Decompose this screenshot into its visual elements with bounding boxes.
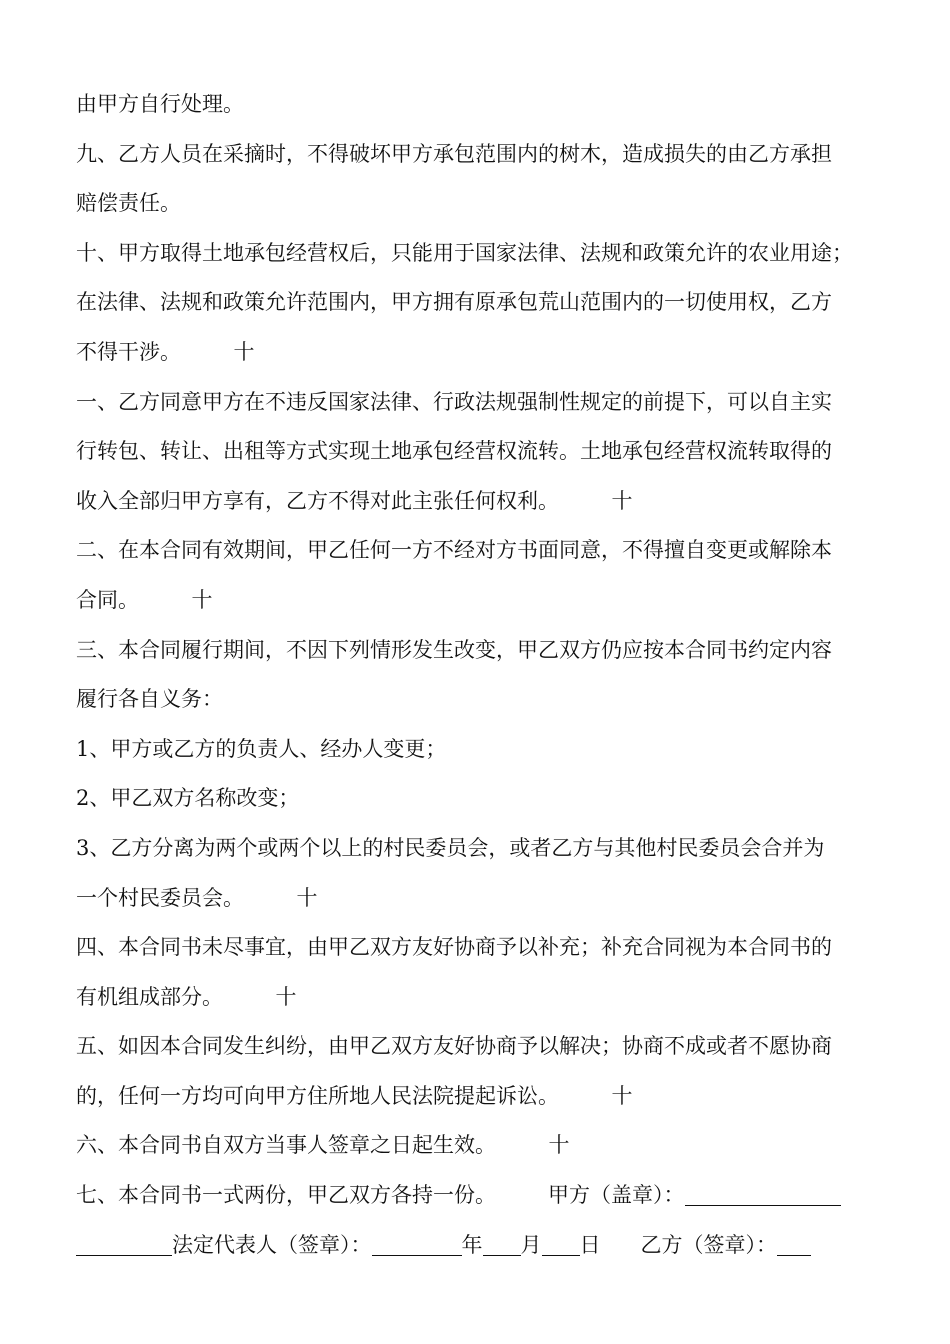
text-line: 三、本合同履行期间，不因下列情形发生改变，甲乙双方仍应按本合同书约定内容: [76, 637, 832, 662]
text-line: 四、本合同书未尽事宜，由甲乙双方友好协商予以补充；补充合同视为本合同书的: [76, 935, 832, 960]
party-b-label: 乙方（签章）：: [640, 1232, 777, 1257]
signature-line-1: [76, 1171, 886, 1221]
text-line: 不得干涉。 十: [76, 339, 255, 364]
text-line: 五、如因本合同发生纠纷，由甲乙双方友好协商予以解决；协商不成或者不愿协商: [76, 1034, 832, 1059]
text-line: 二、在本合同有效期间，甲乙任何一方不经对方书面同意，不得擅自变更或解除本: [76, 538, 832, 563]
text-line: 3、乙方分离为两个或两个以上的村民委员会，或者乙方与其他村民委员会合并为: [76, 835, 825, 860]
text-line: 行转包、转让、出租等方式实现土地承包经营权流转。土地承包经营权流转取得的: [76, 439, 832, 464]
text-line: 一个村民委员会。 十: [76, 885, 318, 910]
copies-clause: 七、本合同书一式两份，甲乙双方各持一份。: [76, 1183, 496, 1208]
party-a-seal-blank-continued[interactable]: [76, 1229, 172, 1256]
text-line: 六、本合同书自双方当事人签章之日起生效。 十: [76, 1133, 570, 1158]
year-label: 年: [461, 1232, 483, 1257]
party-a-seal-blank[interactable]: [685, 1179, 841, 1206]
text-line: 十、甲方取得土地承包经营权后，只能用于国家法律、法规和政策允许的农业用途；: [76, 240, 853, 265]
text-line: 有机组成部分。 十: [76, 984, 297, 1009]
legal-rep-label: 法定代表人（签章）：: [172, 1232, 372, 1257]
day-blank[interactable]: [542, 1229, 580, 1256]
text-line: 九、乙方人员在采摘时，不得破坏甲方承包范围内的树木，造成损失的由乙方承担: [76, 141, 832, 166]
day-label: 日: [579, 1232, 601, 1257]
party-a-label: 甲方（盖章）：: [548, 1183, 685, 1208]
text-line: 履行各自义务：: [76, 687, 223, 712]
text-line: 由甲方自行处理。: [76, 92, 244, 116]
legal-rep-signature-blank[interactable]: [372, 1229, 462, 1256]
text-line: 1、甲方或乙方的负责人、经办人变更；: [76, 736, 447, 761]
text-line: 合同。 十: [76, 587, 213, 612]
text-line: 2、甲乙双方名称改变；: [76, 786, 300, 811]
party-b-signature-blank[interactable]: [777, 1229, 811, 1256]
month-label: 月: [520, 1232, 542, 1257]
text-line: 收入全部归甲方享有，乙方不得对此主张任何权利。 十: [76, 488, 633, 513]
text-line: 的，任何一方均可向甲方住所地人民法院提起诉讼。 十: [76, 1083, 633, 1108]
text-line: 在法律、法规和政策允许范围内，甲方拥有原承包荒山范围内的一切使用权，乙方: [76, 290, 832, 315]
text-line: 赔偿责任。: [76, 191, 181, 216]
text-line: 一、乙方同意甲方在不违反国家法律、行政法规强制性规定的前提下，可以自主实: [76, 389, 832, 414]
month-blank[interactable]: [483, 1229, 521, 1256]
contract-body: [76, 80, 886, 1270]
signature-line-2: [76, 1221, 886, 1271]
